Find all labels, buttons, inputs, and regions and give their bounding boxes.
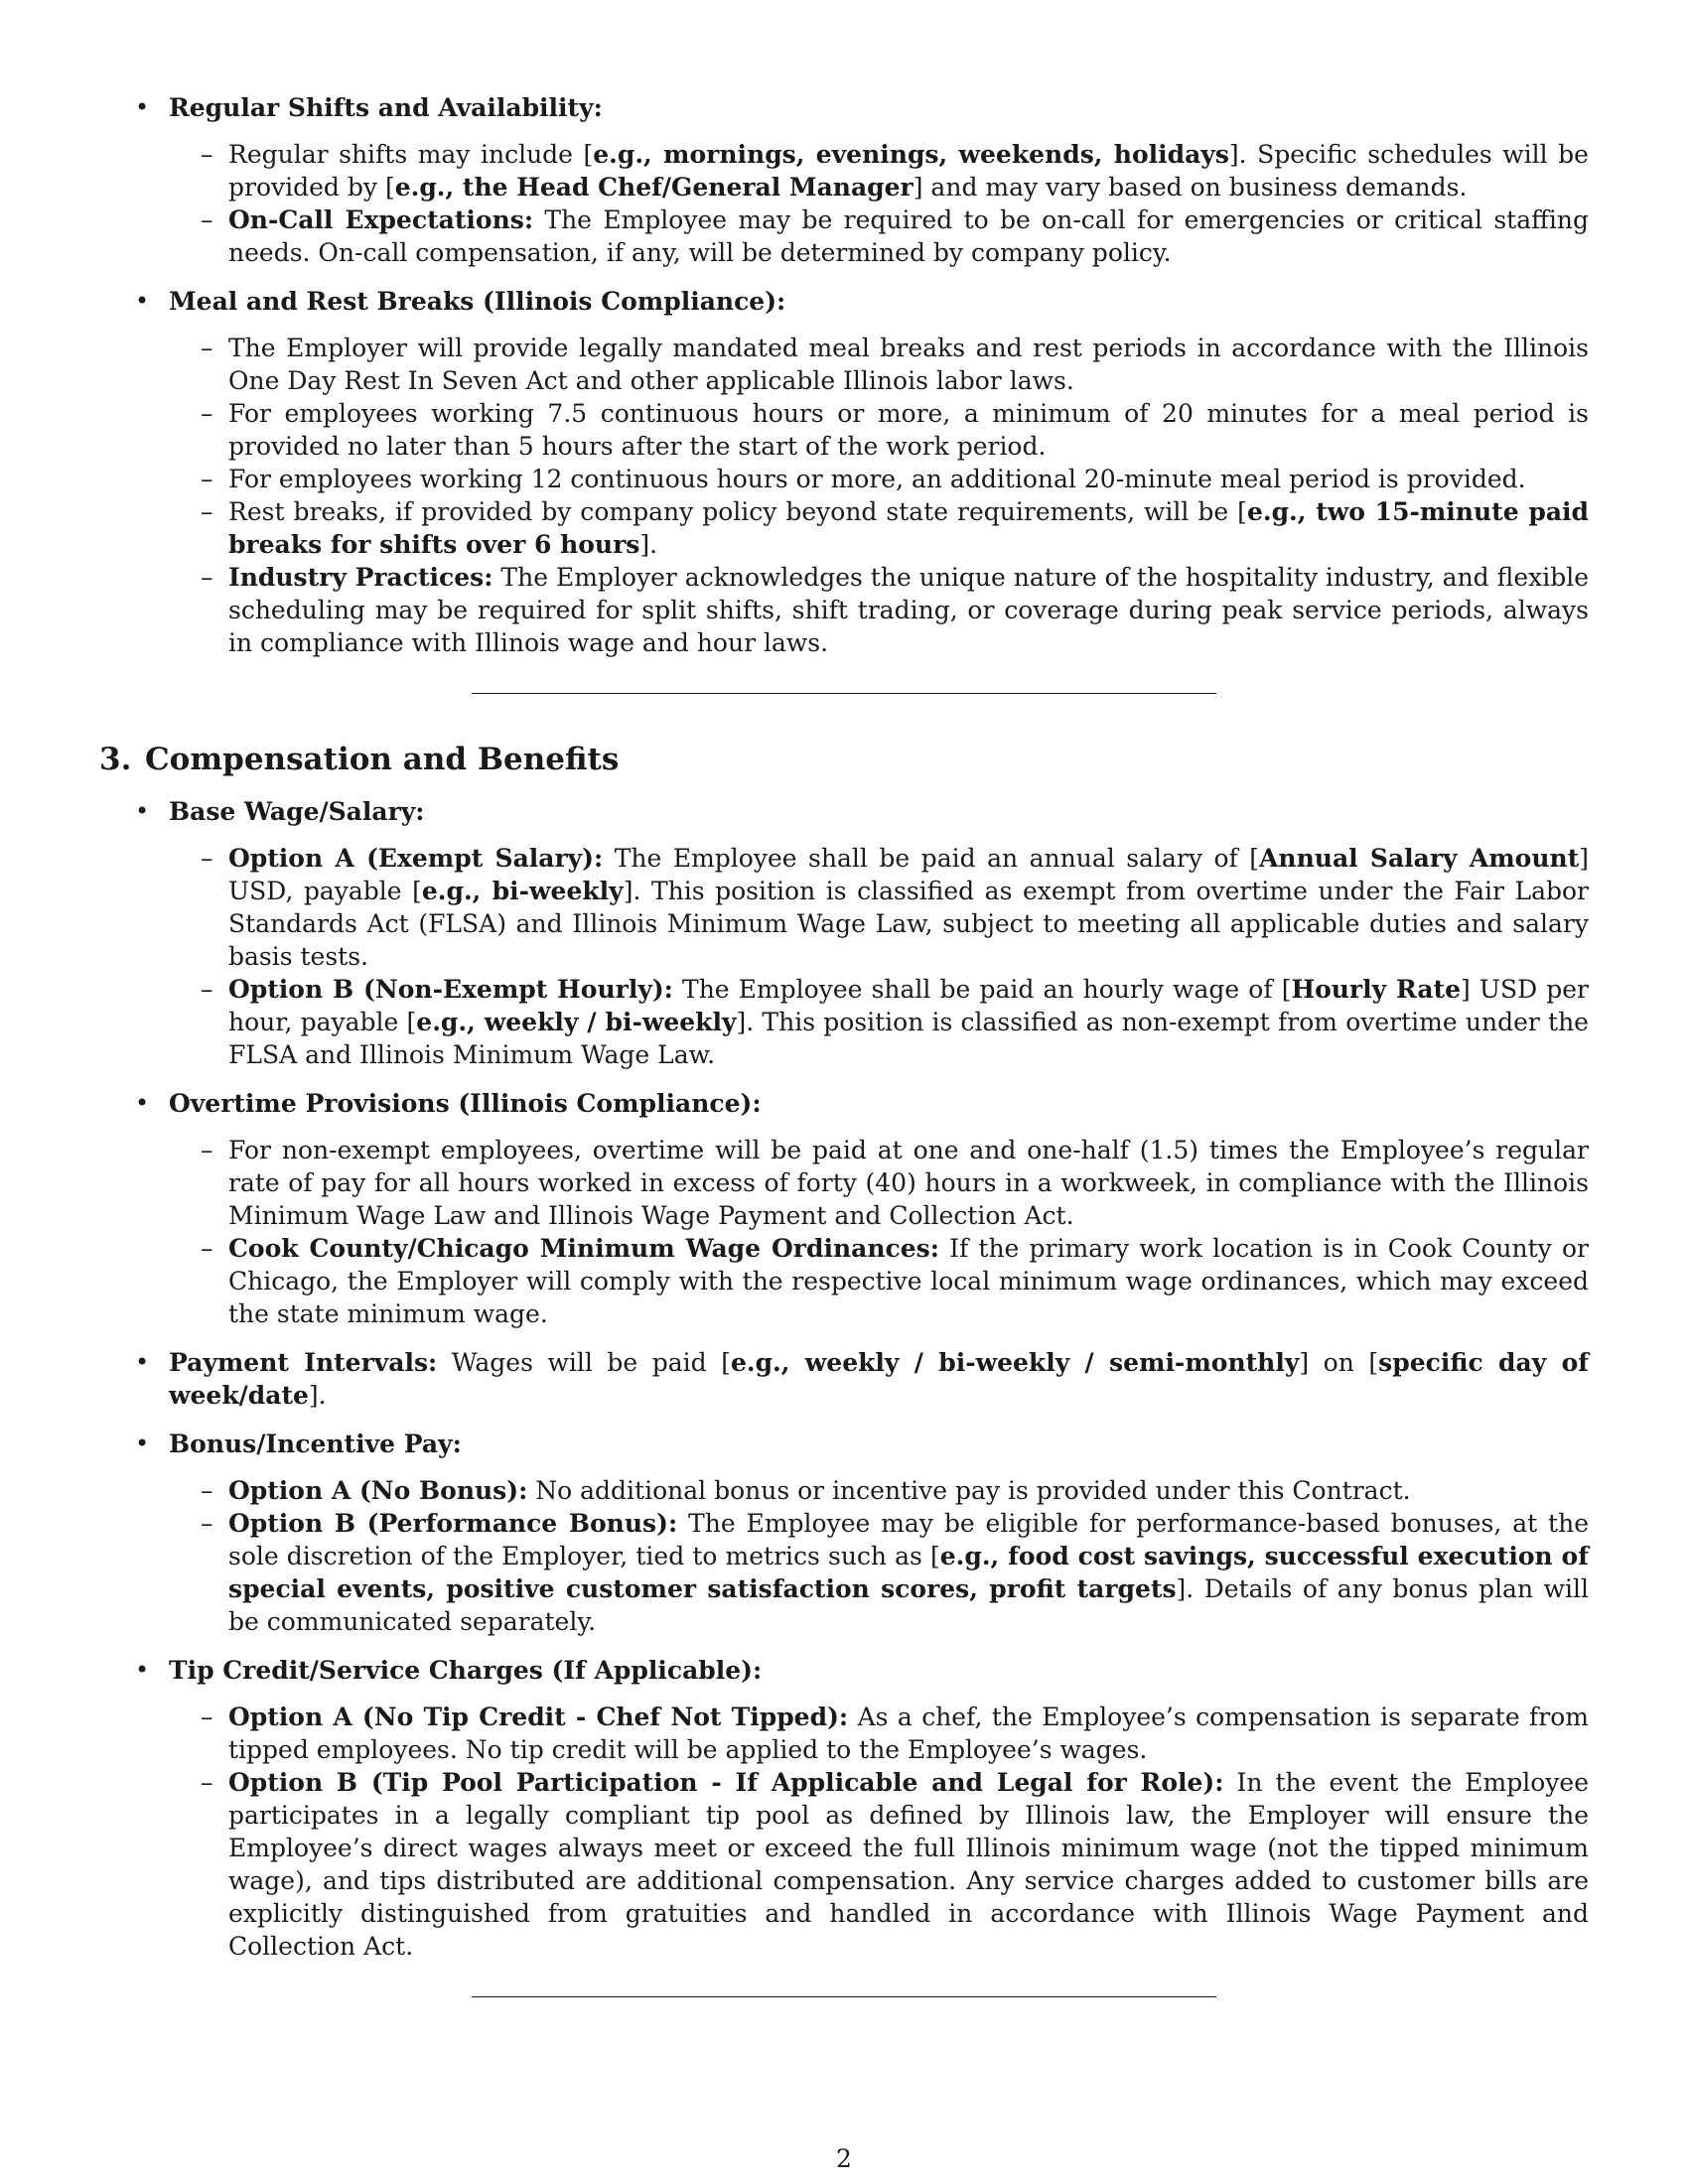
- placeholder-frequency: e.g., bi-weekly: [421, 877, 624, 905]
- placeholder-pay-day: specific day of week/date: [169, 1348, 1589, 1410]
- overtime-title: • Overtime Provisions (Illinois Compliance):: [169, 1089, 762, 1118]
- payment-label: Payment Intervals:: [169, 1348, 438, 1377]
- overtime-rate-item: – For non-exempt employees, overtime will be paid at one and one-half (1.5) times the Employee’s regular rate of pay for all hours worked in excess of forty (40) hours in a workweek, in compliance with the Illinois Minimum Wage Law and Illinois Wage Payment and Collection Act.: [169, 1134, 1589, 1232]
- text: The Employee may be eligible for performance-based bonuses, at the sole discretion of the Employer, tied to metrics such as [: [228, 1509, 1589, 1570]
- section-number: 3.: [99, 742, 132, 777]
- bonus-title: • Bonus/Incentive Pay:: [169, 1430, 462, 1458]
- horizontal-rule: [472, 693, 1216, 694]
- tip-credit-sublist: [169, 1701, 1589, 1963]
- text: ] on [: [1299, 1348, 1379, 1377]
- option-label: Option A (No Tip Credit - Chef Not Tipped):: [228, 1703, 849, 1731]
- text: ] and may vary based on business demands.: [913, 173, 1468, 202]
- meal-breaks-title: • Meal and Rest Breaks (Illinois Compliance):: [169, 287, 786, 316]
- breaks-item-3: – For employees working 12 continuous hours or more, an additional 20-minute meal period is provided.: [169, 463, 1589, 495]
- on-call-label: On-Call Expectations:: [228, 205, 534, 234]
- tip-pool-option: [169, 1766, 1589, 1963]
- text: ] USD, payable [: [228, 844, 1590, 905]
- placeholder-frequency: e.g., weekly / bi-weekly: [416, 1008, 737, 1036]
- regular-shifts-sublist: [169, 138, 1589, 269]
- option-label: Option B (Performance Bonus):: [228, 1509, 678, 1538]
- section3-list: [99, 795, 1589, 1963]
- base-wage-sublist: [169, 842, 1589, 1071]
- no-bonus-option: [169, 1474, 1589, 1507]
- cook-county-item: [169, 1232, 1589, 1330]
- shifts-schedule-item: [169, 138, 1589, 204]
- text: ].: [308, 1381, 327, 1410]
- bonus-sublist: [169, 1474, 1589, 1638]
- placeholder-salary: Annual Salary Amount: [1259, 844, 1580, 873]
- overtime-sublist: [169, 1134, 1589, 1330]
- overtime-item: [99, 1087, 1589, 1330]
- breaks-item-4: [169, 495, 1589, 561]
- performance-bonus-option: [169, 1507, 1589, 1638]
- text: Regular shifts may include [: [228, 140, 594, 169]
- section-title: Compensation and Benefits: [145, 742, 620, 777]
- text: ]. This position is classified as non-exempt from overtime under the FLSA and Illinois Minimum Wage Law.: [228, 1008, 1589, 1069]
- placeholder-scheduler: e.g., the Head Chef/General Manager: [394, 173, 914, 202]
- text: Rest breaks, if provided by company policy beyond state requirements, will be [: [228, 497, 1247, 526]
- text: The Employee shall be paid an hourly wage of [: [672, 975, 1292, 1004]
- text: As a chef, the Employee’s compensation is separate from tipped employees. No tip credit will be applied to the Employee’s wages.: [228, 1703, 1589, 1764]
- placeholder-rest-breaks: e.g., two 15-minute paid breaks for shifts over 6 hours: [228, 497, 1590, 559]
- page-number: 2: [836, 2144, 852, 2173]
- payment-intervals-item: [99, 1346, 1589, 1412]
- base-wage-title: • Base Wage/Salary:: [169, 797, 425, 826]
- text: ] USD per hour, payable [: [228, 975, 1590, 1036]
- on-call-item: [169, 204, 1589, 269]
- text: In the event the Employee participates in a legally compliant tip pool as defined by Illinois law, the Employer will ensure the Employee’s direct wages always meet or exceed the full Illinois minimum wage (not the tipped minimum wage), and tips distributed are additional compensation. Any service charges added to customer bills are explicitly distinguished from gratuities and handled in accordance with Illinois Wage Payment and Collection Act.: [228, 1768, 1589, 1961]
- section2-continued-list: [99, 91, 1589, 659]
- bonus-item: [99, 1428, 1589, 1638]
- regular-shifts-item: [99, 91, 1589, 269]
- placeholder-hourly-rate: Hourly Rate: [1291, 975, 1462, 1004]
- breaks-item-1: – The Employer will provide legally mandated meal breaks and rest periods in accordance with the Illinois One Day Rest In Seven Act and other applicable Illinois labor laws.: [169, 332, 1589, 397]
- option-label: Option B (Non-Exempt Hourly):: [228, 975, 673, 1004]
- text: ]. This position is classified as exempt from overtime under the Fair Labor Standards Act (FLSA) and Illinois Minimum Wage Law, subject to meeting all applicable duties and salary basis tests.: [228, 877, 1589, 971]
- cook-county-label: Cook County/Chicago Minimum Wage Ordinances:: [228, 1234, 939, 1263]
- meal-breaks-sublist: [169, 332, 1589, 659]
- hourly-option: [169, 973, 1589, 1071]
- cook-county-text: If the primary work location is in Cook County or Chicago, the Employer will comply with the respective local minimum wage ordinances, which may exceed the state minimum wage.: [228, 1234, 1589, 1328]
- text: ]. Specific schedules will be provided by [: [228, 140, 1589, 202]
- placeholder-shifts: e.g., mornings, evenings, weekends, holidays: [593, 140, 1229, 169]
- tip-credit-item: [99, 1654, 1589, 1963]
- document-page: [99, 91, 1589, 2043]
- on-call-text: The Employee may be required to be on-call for emergencies or critical staffing needs. On-call compensation, if any, will be determined by company policy.: [228, 205, 1589, 267]
- text: ]. Details of any bonus plan will be communicated separately.: [228, 1574, 1589, 1636]
- horizontal-rule: [472, 1996, 1216, 1997]
- no-tip-credit-option: [169, 1701, 1589, 1766]
- industry-practices-text: The Employer acknowledges the unique nature of the hospitality industry, and flexible scheduling may be required for split shifts, shift trading, or coverage during peak service periods, always in compliance with Illinois wage and hour laws.: [228, 563, 1590, 657]
- text: No additional bonus or incentive pay is provided under this Contract.: [527, 1476, 1411, 1505]
- option-label: Option A (Exempt Salary):: [228, 844, 604, 873]
- exempt-salary-option: [169, 842, 1589, 973]
- meal-breaks-item: [99, 285, 1589, 659]
- tip-credit-title: • Tip Credit/Service Charges (If Applicable):: [169, 1656, 763, 1685]
- text: ].: [639, 530, 658, 559]
- regular-shifts-title: • Regular Shifts and Availability:: [169, 93, 603, 122]
- option-label: Option B (Tip Pool Participation - If Applicable and Legal for Role):: [228, 1768, 1224, 1797]
- section-heading: [99, 740, 1589, 779]
- placeholder-pay-frequency: e.g., weekly / bi-weekly / semi-monthly: [730, 1348, 1300, 1377]
- placeholder-bonus-metrics: e.g., food cost savings, successful execution of special events, positive customer satisfaction scores, profit targets: [228, 1542, 1589, 1603]
- industry-practices-label: Industry Practices:: [228, 563, 493, 592]
- breaks-item-2: – For employees working 7.5 continuous hours or more, a minimum of 20 minutes for a meal period is provided no later than 5 hours after the start of the work period.: [169, 397, 1589, 463]
- base-wage-item: [99, 795, 1589, 1071]
- text: The Employee shall be paid an annual salary of [: [603, 844, 1260, 873]
- option-label: Option A (No Bonus):: [228, 1476, 528, 1505]
- industry-practices-item: [169, 561, 1589, 659]
- text: Wages will be paid [: [437, 1348, 731, 1377]
